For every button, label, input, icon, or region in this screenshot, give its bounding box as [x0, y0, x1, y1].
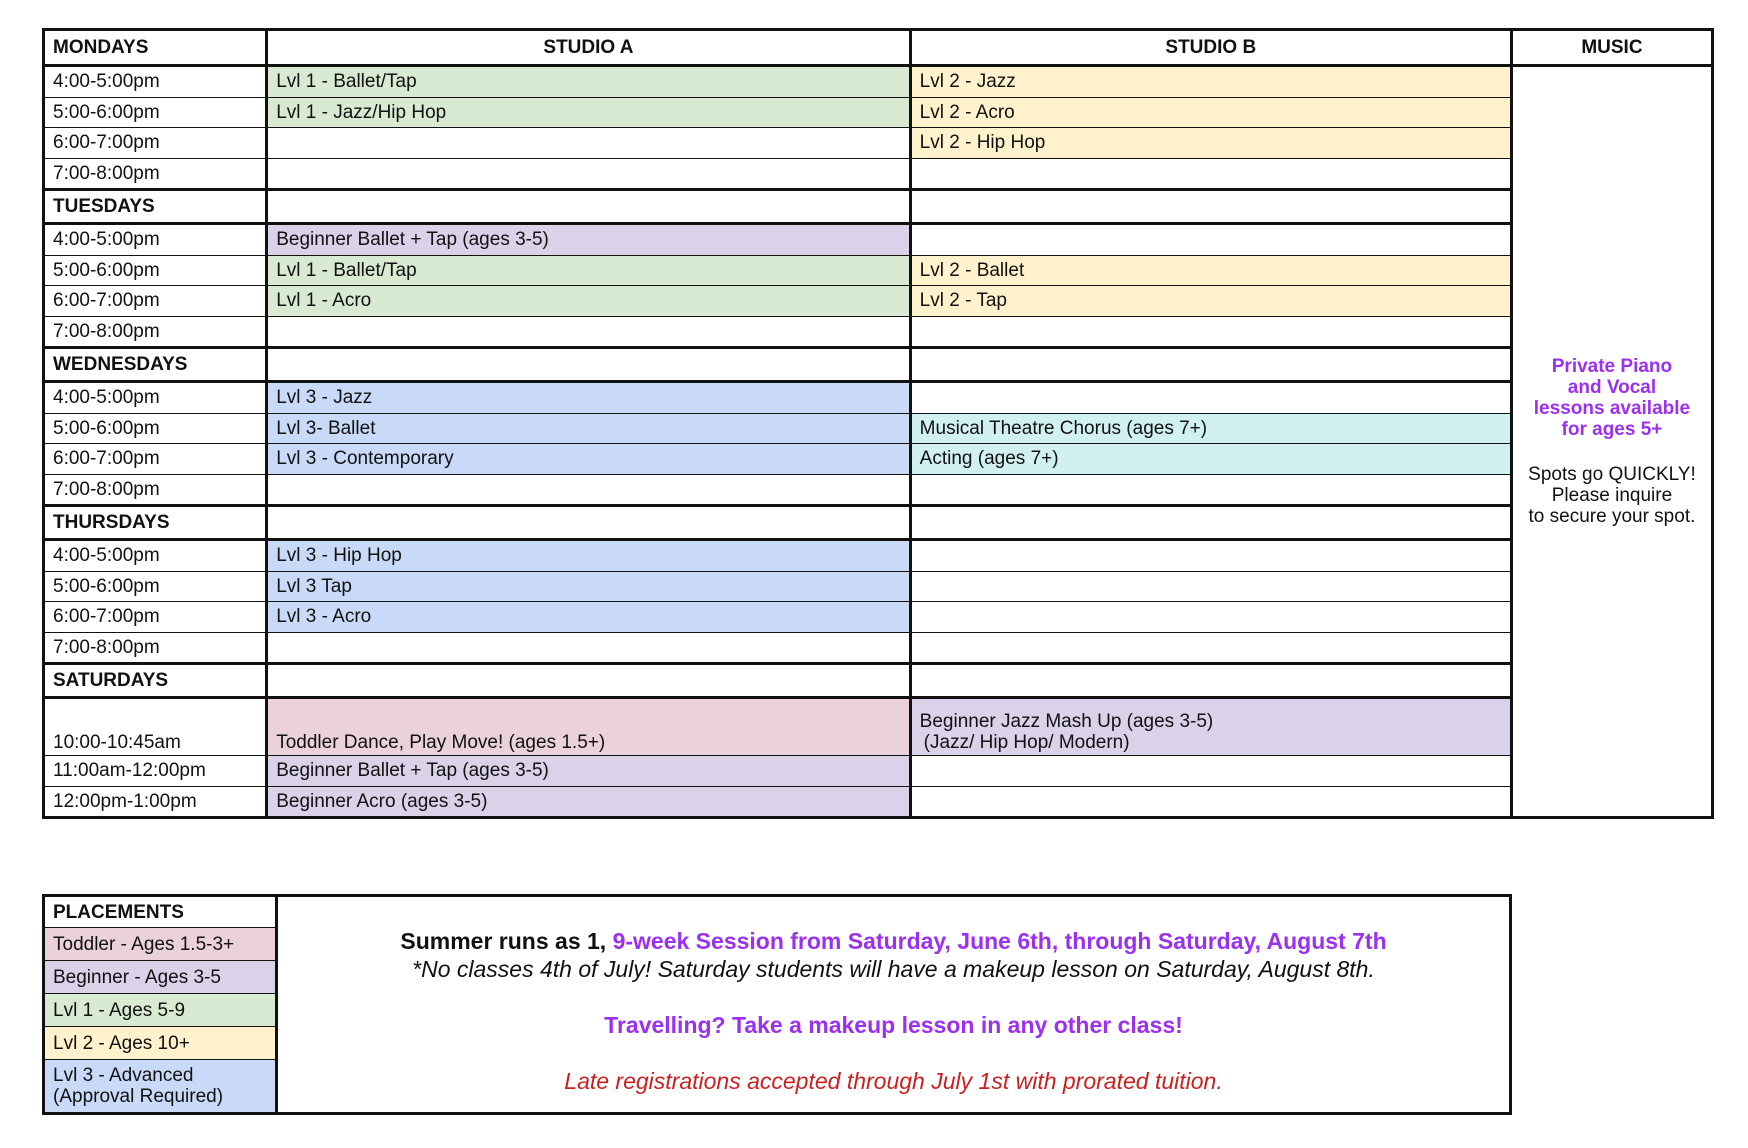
- music-header: MUSIC: [1511, 30, 1712, 66]
- schedule-row: [44, 756, 1713, 787]
- placements-table: [42, 894, 1512, 1115]
- studio-a-class: Lvl 1 - Jazz/Hip Hop: [267, 97, 910, 128]
- studio-b-header: STUDIO B: [910, 30, 1511, 66]
- studio-b-class: [910, 158, 1511, 190]
- day-header-mondays: MONDAYS: [44, 30, 267, 66]
- studio-a-class: Lvl 1 - Ballet/Tap: [267, 255, 910, 286]
- studio-b-class: [910, 786, 1511, 818]
- time-slot: 6:00-7:00pm: [44, 602, 267, 633]
- summer-prefix: Summer runs as 1,: [400, 928, 613, 954]
- schedule-row: [44, 224, 1713, 256]
- studio-a-class: Lvl 3 - Jazz: [267, 382, 910, 414]
- schedule-row: [44, 382, 1713, 414]
- studio-a-header: STUDIO A: [267, 30, 910, 66]
- studio-b-class: [910, 224, 1511, 256]
- time-slot: 6:00-7:00pm: [44, 444, 267, 475]
- music-line: lessons available: [1533, 398, 1691, 419]
- spacer: [288, 983, 1499, 1011]
- placement-beginner: Beginner - Ages 3-5: [44, 961, 277, 994]
- schedule-row: [44, 128, 1713, 159]
- studio-b-class: [910, 382, 1511, 414]
- schedule-row: [44, 540, 1713, 572]
- time-slot: 7:00-8:00pm: [44, 474, 267, 506]
- studio-a-class: [267, 158, 910, 190]
- time-slot: 7:00-8:00pm: [44, 158, 267, 190]
- placement-lvl3-line: Lvl 3 - Advanced: [53, 1065, 194, 1086]
- schedule-row: [44, 474, 1713, 506]
- day-header-row: [44, 348, 1713, 382]
- studio-b-class: Lvl 2 - Ballet: [910, 255, 1511, 286]
- studio-a-class: Lvl 3 - Contemporary: [267, 444, 910, 475]
- time-slot: 4:00-5:00pm: [44, 66, 267, 98]
- studio-b-class: Lvl 2 - Acro: [910, 97, 1511, 128]
- schedule-row: [44, 255, 1713, 286]
- placement-lvl3-subline: (Approval Required): [53, 1086, 224, 1107]
- schedule-row: [44, 602, 1713, 633]
- studio-a-class: [267, 316, 910, 348]
- studio-b-class: Musical Theatre Chorus (ages 7+): [910, 413, 1511, 444]
- studio-a-class: Lvl 1 - Acro: [267, 286, 910, 317]
- schedule-header-row: [44, 30, 1713, 66]
- music-note: Please inquire: [1551, 485, 1673, 506]
- music-line: and Vocal: [1567, 377, 1657, 398]
- schedule-row: [44, 158, 1713, 190]
- studio-a-class: Lvl 3 - Acro: [267, 602, 910, 633]
- placement-lvl1: Lvl 1 - Ages 5-9: [44, 994, 277, 1027]
- studio-b-class: [910, 474, 1511, 506]
- time-slot: 10:00-10:45am: [44, 698, 267, 756]
- studio-a-class: Beginner Ballet + Tap (ages 3-5): [267, 224, 910, 256]
- studio-b-class: Lvl 2 - Jazz: [910, 66, 1511, 98]
- placement-lvl3: [44, 1060, 277, 1114]
- spacer: [288, 1039, 1499, 1067]
- schedule-row: [44, 97, 1713, 128]
- day-header-row: [44, 190, 1713, 224]
- schedule-row: [44, 413, 1713, 444]
- time-slot: 11:00am-12:00pm: [44, 756, 267, 787]
- schedule-row: [44, 698, 1713, 756]
- schedule-row: [44, 444, 1713, 475]
- time-slot: 7:00-8:00pm: [44, 632, 267, 664]
- day-header-saturdays: SATURDAYS: [44, 664, 267, 698]
- studio-b-class-line: Beginner Jazz Mash Up (ages 3-5): [919, 711, 1214, 732]
- time-slot: 5:00-6:00pm: [44, 255, 267, 286]
- schedule-row: [44, 286, 1713, 317]
- summer-session-line: [288, 927, 1499, 955]
- studio-b-class-subline: (Jazz/ Hip Hop/ Modern): [923, 732, 1130, 753]
- studio-b-empty: [910, 190, 1511, 224]
- studio-a-class: Toddler Dance, Play Move! (ages 1.5+): [267, 698, 910, 756]
- studio-a-class: Lvl 3- Ballet: [267, 413, 910, 444]
- studio-b-empty: [910, 348, 1511, 382]
- time-slot: 5:00-6:00pm: [44, 571, 267, 602]
- day-header-thursdays: THURSDAYS: [44, 506, 267, 540]
- placements-title: PLACEMENTS: [44, 896, 277, 928]
- music-line: for ages 5+: [1561, 419, 1663, 440]
- studio-a-class: Lvl 1 - Ballet/Tap: [267, 66, 910, 98]
- music-line: Private Piano: [1551, 356, 1673, 377]
- time-slot: 5:00-6:00pm: [44, 97, 267, 128]
- studio-b-class: [910, 756, 1511, 787]
- schedule-row: [44, 786, 1713, 818]
- studio-a-class: Lvl 3 Tap: [267, 571, 910, 602]
- schedule-row: [44, 571, 1713, 602]
- time-slot: 4:00-5:00pm: [44, 224, 267, 256]
- studio-b-empty: [910, 664, 1511, 698]
- time-slot: 5:00-6:00pm: [44, 413, 267, 444]
- summer-session-dates: 9-week Session from Saturday, June 6th, through Saturday, August 7th: [612, 928, 1387, 954]
- studio-b-class: Acting (ages 7+): [910, 444, 1511, 475]
- placement-toddler: Toddler - Ages 1.5-3+: [44, 928, 277, 961]
- studio-b-empty: [910, 506, 1511, 540]
- studio-b-class: [910, 698, 1511, 756]
- time-slot: 4:00-5:00pm: [44, 382, 267, 414]
- studio-a-empty: [267, 506, 910, 540]
- no-classes-note: *No classes 4th of July! Saturday students will have a makeup lesson on Saturday, August 8th.: [412, 956, 1375, 982]
- studio-a-class: [267, 128, 910, 159]
- time-slot: 12:00pm-1:00pm: [44, 786, 267, 818]
- studio-b-class: Lvl 2 - Hip Hop: [910, 128, 1511, 159]
- music-info-cell: [1511, 66, 1712, 818]
- session-notes: [277, 896, 1511, 1114]
- class-schedule-table: [42, 28, 1714, 819]
- studio-b-class: [910, 632, 1511, 664]
- studio-b-class: Lvl 2 - Tap: [910, 286, 1511, 317]
- studio-a-class: [267, 474, 910, 506]
- time-slot: 6:00-7:00pm: [44, 286, 267, 317]
- day-header-wednesdays: WEDNESDAYS: [44, 348, 267, 382]
- time-slot: 4:00-5:00pm: [44, 540, 267, 572]
- studio-b-class: [910, 540, 1511, 572]
- studio-a-class: Beginner Acro (ages 3-5): [267, 786, 910, 818]
- time-slot: 7:00-8:00pm: [44, 316, 267, 348]
- schedule-row: [44, 632, 1713, 664]
- day-header-tuesdays: TUESDAYS: [44, 190, 267, 224]
- music-note: Spots go QUICKLY!: [1528, 464, 1696, 485]
- schedule-row: [44, 66, 1713, 98]
- studio-a-class: [267, 632, 910, 664]
- studio-a-empty: [267, 190, 910, 224]
- music-note: to secure your spot.: [1528, 506, 1696, 527]
- studio-a-empty: [267, 348, 910, 382]
- studio-a-class: Beginner Ballet + Tap (ages 3-5): [267, 756, 910, 787]
- studio-a-empty: [267, 664, 910, 698]
- placement-lvl2: Lvl 2 - Ages 10+: [44, 1027, 277, 1060]
- day-header-row: [44, 664, 1713, 698]
- day-header-row: [44, 506, 1713, 540]
- studio-a-class: Lvl 3 - Hip Hop: [267, 540, 910, 572]
- studio-b-class: [910, 571, 1511, 602]
- late-registration-note: Late registrations accepted through July 1st with prorated tuition.: [564, 1068, 1223, 1094]
- schedule-row: [44, 316, 1713, 348]
- time-slot: 6:00-7:00pm: [44, 128, 267, 159]
- travelling-note: Travelling? Take a makeup lesson in any other class!: [604, 1012, 1183, 1038]
- studio-b-class: [910, 316, 1511, 348]
- studio-b-class: [910, 602, 1511, 633]
